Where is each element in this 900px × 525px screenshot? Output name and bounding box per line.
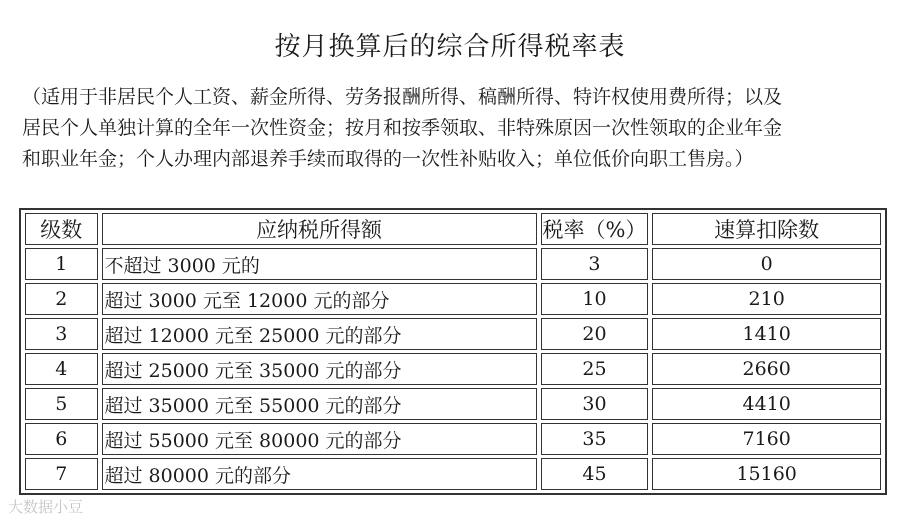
cell-level: 6 [25,423,98,455]
cell-level: 1 [25,248,98,280]
cell-rate: 20 [541,318,649,350]
page-title: 按月换算后的综合所得税率表 [274,32,626,62]
table-row [25,353,881,385]
watermark: 大数据小豆 [8,498,84,516]
cell-level: 5 [25,388,98,420]
table-row [25,423,881,455]
note-line: 居民个人单独计算的全年一次性资金；按月和按季领取、非特殊原因一次性领取的企业年金 [22,117,783,139]
cell-rate: 10 [541,283,649,315]
table-row [25,388,881,420]
table-header-row [25,213,881,245]
table-row [25,283,881,315]
header-quick-deduction: 速算扣除数 [652,213,881,245]
cell-income: 超过 25000 元至 35000 元的部分 [102,353,537,385]
cell-rate: 45 [541,458,649,490]
header-taxable-income: 应纳税所得额 [102,213,537,245]
cell-deduction: 2660 [652,353,881,385]
cell-deduction: 210 [652,283,881,315]
cell-level: 2 [25,283,98,315]
cell-income: 超过 55000 元至 80000 元的部分 [102,423,537,455]
cell-deduction: 0 [652,248,881,280]
cell-deduction: 4410 [652,388,881,420]
cell-rate: 30 [541,388,649,420]
cell-rate: 3 [541,248,649,280]
note-line: （适用于非居民个人工资、薪金所得、劳务报酬所得、稿酬所得、特许权使用费所得；以及 [22,86,783,108]
cell-level: 7 [25,458,98,490]
applicability-note [22,82,882,175]
cell-rate: 35 [541,423,649,455]
cell-rate: 25 [541,353,649,385]
tax-rate-table [19,208,887,495]
header-level: 级数 [25,213,98,245]
cell-income: 超过 35000 元至 55000 元的部分 [102,388,537,420]
header-tax-rate: 税率（%） [541,213,649,245]
cell-income: 不超过 3000 元的 [102,248,537,280]
cell-deduction: 7160 [652,423,881,455]
table-row [25,458,881,490]
cell-income: 超过 3000 元至 12000 元的部分 [102,283,537,315]
cell-deduction: 1410 [652,318,881,350]
table-row [25,318,881,350]
cell-level: 4 [25,353,98,385]
cell-deduction: 15160 [652,458,881,490]
cell-income: 超过 80000 元的部分 [102,458,537,490]
table-row [25,248,881,280]
cell-income: 超过 12000 元至 25000 元的部分 [102,318,537,350]
note-line: 和职业年金；个人办理内部退养手续而取得的一次性补贴收入；单位低价向职工售房。） [22,148,754,170]
cell-level: 3 [25,318,98,350]
